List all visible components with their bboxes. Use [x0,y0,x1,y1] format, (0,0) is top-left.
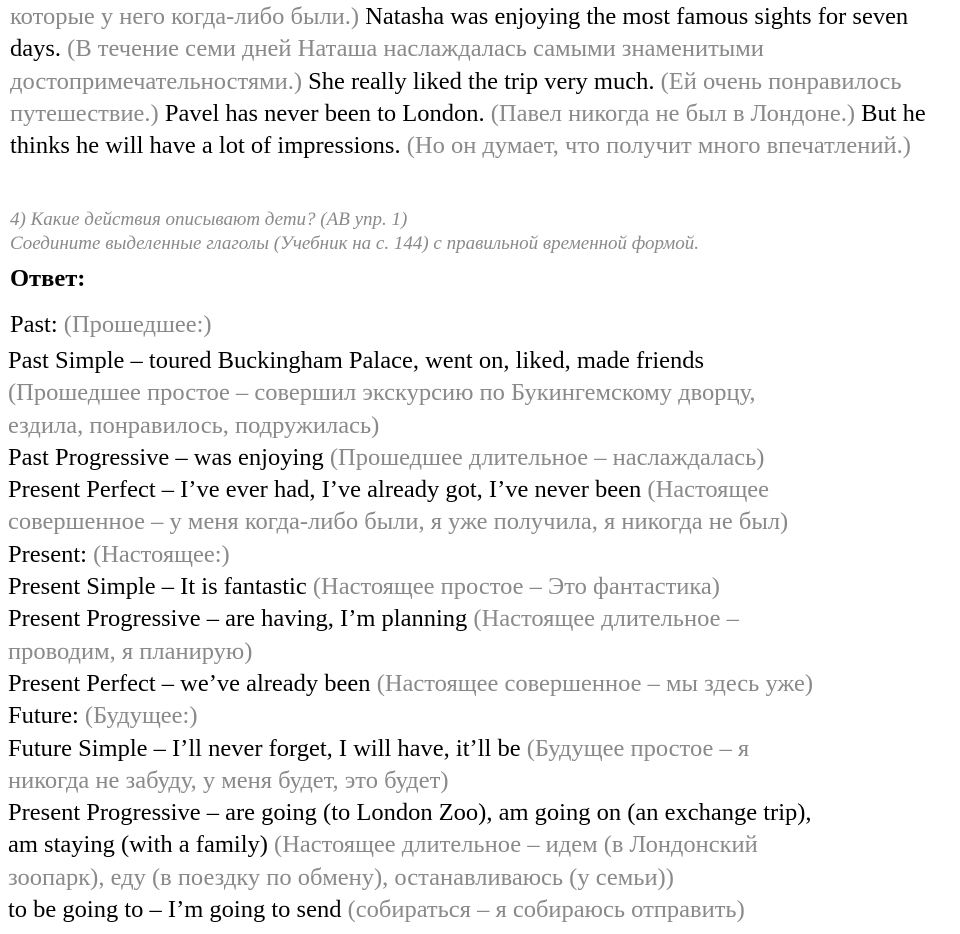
intro-segment-9: (Но он думает, что получит много впечатлений.) [400,132,911,160]
future-heading: Future: (Будущее:) [8,702,198,730]
present-progressive-line-2: Present Progressive – are going (to London Zoo), am going on (an exchange trip), [8,799,812,827]
intro-segment-1: которые у него когда-либо были.) [10,3,360,30]
past-simple-line: Past Simple – toured Buckingham Palace, went on, liked, made friends [8,347,705,374]
task-instruction [10,208,950,255]
past-progressive-line: Past Progressive – was enjoying (Прошедшее длительное – наслаждалась) [8,443,765,471]
intro-paragraph [10,1,950,162]
past-simple-ru-2: ездила, понравилось, подружилась) [8,411,380,439]
intro-segment-6: Pavel has never been to London. [158,99,485,127]
present-progressive-line-3: am staying (with a family) (Настоящее длительное – идем (в Лондонский [8,831,758,859]
past-label: Past: [10,311,58,338]
future-simple-ru: никогда не забуду, у меня будет, это будет) [8,766,449,794]
past-label-ru: (Прошедшее:) [57,311,212,338]
intro-segment-7: (Павел никогда не был в Лондоне.) [484,99,855,127]
present-progressive-ru: проводим, я планирую) [8,637,253,665]
present-heading: Present: (Настоящее:) [8,540,230,568]
intro-segment-4: She really liked the trip very much. [302,67,655,95]
past-heading [10,309,955,341]
going-to-line: to be going to – I’m going to send (собираться – я собираюсь отправить) [8,896,745,924]
past-simple-ru-1: (Прошедшее простое – совершил экскурсию по Букингемскому дворцу, [8,379,756,407]
intro-segment-3: (В течение семи дней Наташа наслаждалась самыми знаменитыми достопримечательностями.) [10,35,764,95]
intro-segment-5: (Ей очень понравилось путешествие.) [10,67,902,127]
task-line-2: Соедините выделенные глаголы (Учебник на с. 144) с правильной временной формой. [10,232,699,254]
present-perfect-line-2: Present Perfect – we’ve already been (Настоящее совершенное – мы здесь уже) [8,669,814,697]
present-progressive-line-1: Present Progressive – are having, I’m planning (Настоящее длительное – [8,605,739,633]
task-line-1: 4) Какие действия описывают дети? (АВ упр. 1) [10,209,408,230]
present-perfect-line-1: Present Perfect – I’ve ever had, I’ve already got, I’ve never been (Настоящее [8,476,770,504]
answer-list [8,345,953,926]
present-progressive-ru-2: зоопарк), еду (в поездку по обмену), останавливаюсь (у семьи)) [8,863,674,891]
future-simple-line: Future Simple – I’ll never forget, I will have, it’ll be (Будущее простое – я [8,734,750,762]
present-simple-line: Present Simple – It is fantastic (Настоящее простое – Это фантастика) [8,573,720,601]
answer-heading: Ответ: [10,265,86,292]
intro-segment-2: Natasha was enjoying the most famous sights for seven days. [10,3,909,63]
present-perfect-ru: совершенное – у меня когда-либо были, я уже получила, я никогда не был) [8,508,789,536]
intro-segment-8: But he thinks he will have a lot of impressions. [10,99,926,160]
